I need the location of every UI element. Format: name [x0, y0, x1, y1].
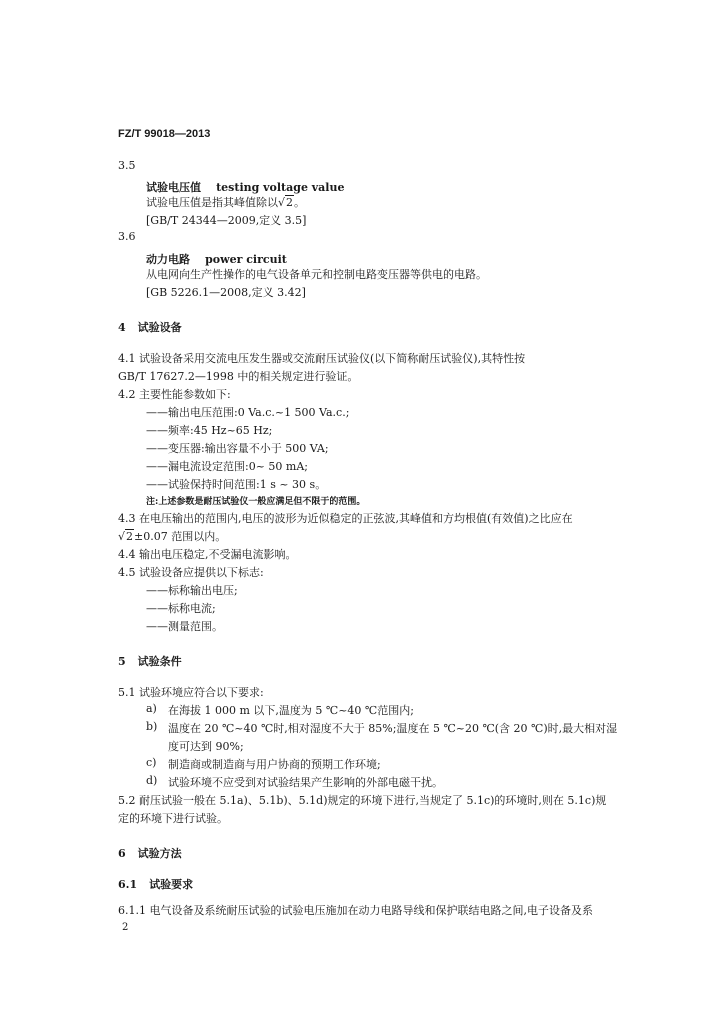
paragraph-4-1-line1: 4.1 试验设备采用交流电压发生器或交流耐压试验仪(以下简称耐压试验仪),其特性按 [118, 352, 526, 365]
list-text: 在海拔 1 000 m 以下,温度为 5 ℃~40 ℃范围内; [168, 704, 414, 717]
term-cn: 试验电压值 [146, 181, 201, 194]
list-text: 试验环境不应受到对试验结果产生影响的外部电磁干扰。 [168, 776, 443, 789]
mark-item: ——标称电流; [146, 602, 216, 615]
list-label: d) [146, 774, 158, 787]
paragraph-6-1-1: 6.1.1 电气设备及系统耐压试验的试验电压施加在动力电路导线和保护联结电路之间,电子设备及系 [118, 904, 593, 917]
paragraph-4-3-line1: 4.3 在电压输出的范围内,电压的波形为近似稳定的正弦波,其峰值和方均根值(有效值)之比应在 [118, 512, 573, 525]
list-label: b) [146, 720, 158, 733]
term-3-5 [146, 176, 344, 195]
section-heading-5 [118, 653, 182, 669]
definition-3-5 [146, 194, 305, 210]
tolerance-text: ±0.07 范围以内。 [134, 530, 227, 543]
mark-item: ——标称输出电压; [146, 584, 238, 597]
definition-text: 试验电压值是指其峰值除以 [146, 196, 278, 209]
paragraph-4-3-line2 [118, 528, 226, 544]
sqrt-symbol: √ [118, 530, 126, 543]
section-title: 试验条件 [137, 655, 182, 668]
list-label: c) [146, 756, 157, 769]
standard-id: FZ/T 99018—2013 [118, 128, 211, 140]
list-text: 温度在 20 ℃~40 ℃时,相对湿度不大于 85%;温度在 5 ℃~20 ℃(含 20 ℃)时,最大相对湿 [168, 722, 618, 735]
section-title: 试验设备 [137, 321, 182, 334]
section-number: 6 [118, 847, 126, 860]
paragraph-4-2-head: 4.2 主要性能参数如下: [118, 388, 231, 401]
param-item: ——输出电压范围:0 Va.c.~1 500 Va.c.; [146, 406, 350, 419]
list-label: a) [146, 702, 157, 715]
list-item-c [146, 756, 381, 771]
sqrt-symbol: √ [278, 196, 286, 209]
sqrt-radicand: 2 [286, 196, 294, 209]
list-item-b [146, 720, 618, 735]
list-item-b-continuation: 度可达到 90%; [168, 740, 244, 753]
param-item: ——试验保持时间范围:1 s ~ 30 s。 [146, 478, 327, 491]
note: 注:上述参数是耐压试验仪一般应满足但不限于的范围。 [146, 497, 366, 507]
section-number: 5 [118, 655, 126, 668]
subsection-number: 6.1 [118, 878, 138, 891]
param-item: ——变压器:输出容量不小于 500 VA; [146, 442, 329, 455]
paragraph-5-2-line2: 定的环境下进行试验。 [118, 812, 228, 825]
reference-3-6: [GB 5226.1—2008,定义 3.42] [146, 286, 306, 299]
reference-3-5: [GB/T 24344—2009,定义 3.5] [146, 214, 307, 227]
mark-item: ——测量范围。 [146, 620, 223, 633]
paragraph-4-4: 4.4 输出电压稳定,不受漏电流影响。 [118, 548, 297, 561]
param-item: ——频率:45 Hz~65 Hz; [146, 424, 273, 437]
list-item-d [146, 774, 443, 789]
term-3-6 [146, 248, 287, 267]
page-number: 2 [122, 922, 129, 933]
term-en: testing voltage value [216, 181, 345, 194]
param-item: ——漏电流设定范围:0~ 50 mA; [146, 460, 308, 473]
list-text: 制造商或制造商与用户协商的预期工作环境; [168, 758, 381, 771]
definition-3-6: 从电网向生产性操作的电气设备单元和控制电路变压器等供电的电路。 [146, 268, 487, 281]
paragraph-5-1-head: 5.1 试验环境应符合以下要求: [118, 686, 264, 699]
section-number: 4 [118, 321, 126, 334]
definition-end: 。 [294, 196, 306, 209]
term-en: power circuit [205, 253, 287, 266]
section-heading-6 [118, 845, 182, 861]
paragraph-5-2-line1: 5.2 耐压试验一般在 5.1a)、5.1b)、5.1d)规定的环境下进行,当规定了 5.1c)的环境时,则在 5.1c)规 [118, 794, 607, 807]
clause-number-3-5: 3.5 [118, 159, 136, 172]
paragraph-4-1-line2: GB/T 17627.2—1998 中的相关规定进行验证。 [118, 370, 359, 383]
paragraph-4-5-head: 4.5 试验设备应提供以下标志: [118, 566, 264, 579]
section-heading-4 [118, 319, 182, 335]
term-cn: 动力电路 [146, 253, 190, 266]
sqrt-radicand: 2 [126, 530, 134, 543]
list-item-a [146, 702, 414, 717]
subsection-heading-6-1 [118, 876, 193, 892]
clause-number-3-6: 3.6 [118, 230, 136, 243]
subsection-title: 试验要求 [149, 878, 194, 891]
section-title: 试验方法 [137, 847, 182, 860]
